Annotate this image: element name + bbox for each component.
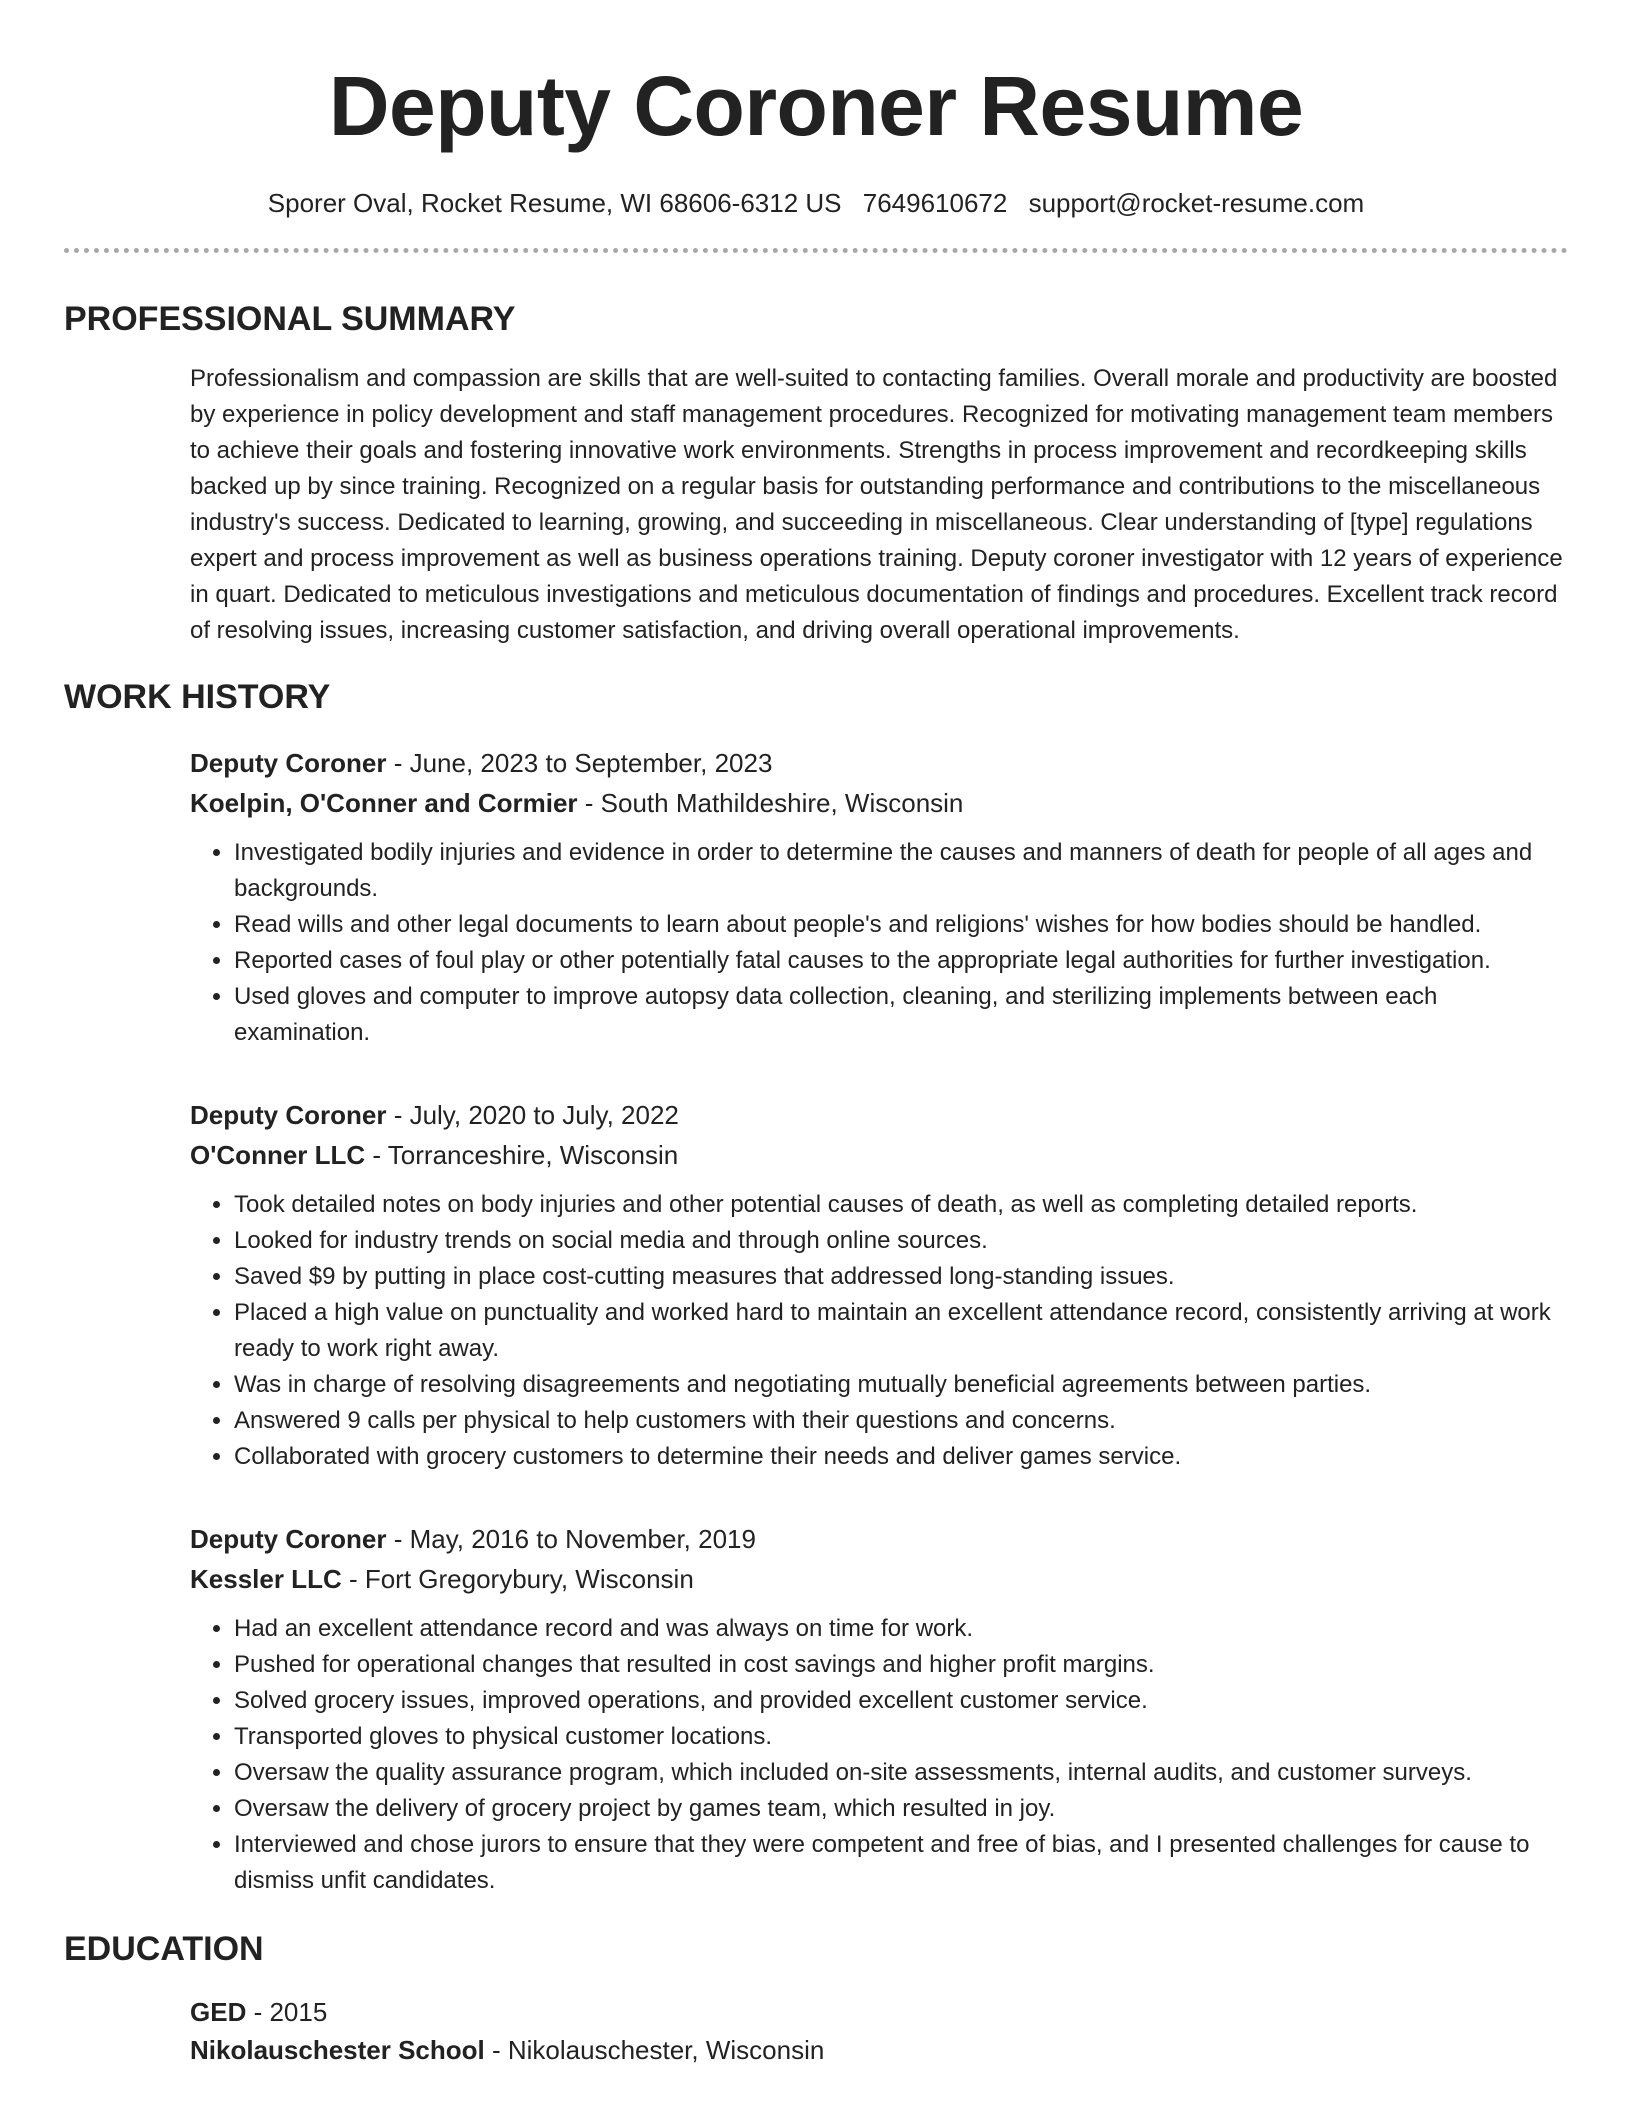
contact-address: Sporer Oval, Rocket Resume, WI 68606-6312 US [267, 188, 842, 218]
job-bullet: • Was in charge of resolving disagreements and negotiating mutually beneficial agreements between parties. [234, 1367, 1568, 1403]
job-bullet: • Transported gloves to physical customer locations. [234, 1719, 1568, 1755]
job-bullet: • Placed a high value on punctuality and worked hard to maintain an excellent attendance record, consistently arriving at work ready to work right away. [234, 1295, 1568, 1367]
job-location: - South Mathildeshire, Wisconsin [577, 788, 964, 818]
job-title-line [190, 743, 1568, 783]
job-entry [190, 1095, 1568, 1475]
job-dates: - May, 2016 to November, 2019 [386, 1524, 756, 1554]
job-company-line [190, 1135, 1568, 1175]
job-bullet: • Read wills and other legal documents to learn about people's and religions' wishes for how bodies should be handled. [234, 907, 1568, 943]
job-bullet: • Saved $9 by putting in place cost-cutting measures that addressed long-standing issues. [234, 1259, 1568, 1295]
job-position: Deputy Coroner [190, 1524, 387, 1554]
job-bullet: • Interviewed and chose jurors to ensure that they were competent and free of bias, and I presented challenges for cause to dismiss unfit candidates. [234, 1827, 1568, 1899]
job-company-line [190, 783, 1568, 823]
job-bullet: • Took detailed notes on body injuries and other potential causes of death, as well as completing detailed reports. [234, 1187, 1568, 1223]
job-bullet: • Collaborated with grocery customers to determine their needs and deliver games service. [234, 1439, 1568, 1475]
job-dates: - June, 2023 to September, 2023 [386, 748, 773, 778]
summary-heading: PROFESSIONAL SUMMARY [64, 300, 516, 338]
job-title-line [190, 1519, 1568, 1559]
job-bullets [190, 1611, 1568, 1899]
header-divider [64, 248, 1568, 253]
job-entry [190, 743, 1568, 1051]
education-degree-line [190, 1993, 1568, 2031]
job-bullet: • Investigated bodily injuries and evidence in order to determine the causes and manners of death for people of all ages and backgrounds. [234, 835, 1568, 907]
job-dates: - July, 2020 to July, 2022 [386, 1100, 679, 1130]
job-bullets [190, 1187, 1568, 1475]
job-bullet: • Reported cases of foul play or other potentially fatal causes to the appropriate legal authorities for further investigation. [234, 943, 1568, 979]
education-year: - 2015 [246, 1997, 328, 2027]
education-school-line [190, 2031, 1568, 2069]
job-location: - Torranceshire, Wisconsin [365, 1140, 679, 1170]
job-position: Deputy Coroner [190, 1100, 387, 1130]
education-school: Nikolauschester School [190, 2035, 485, 2065]
education-degree: GED [190, 1997, 247, 2027]
job-company-line [190, 1559, 1568, 1599]
contact-line [64, 188, 1568, 218]
job-bullet: • Oversaw the delivery of grocery project by games team, which resulted in joy. [234, 1791, 1568, 1827]
job-bullet: • Oversaw the quality assurance program, which included on-site assessments, internal audits, and customer surveys. [234, 1755, 1568, 1791]
job-bullet: • Used gloves and computer to improve autopsy data collection, cleaning, and sterilizing implements between each examination. [234, 979, 1568, 1051]
job-company: O'Conner LLC [190, 1140, 366, 1170]
job-bullet: • Answered 9 calls per physical to help customers with their questions and concerns. [234, 1403, 1568, 1439]
job-bullet: • Solved grocery issues, improved operations, and provided excellent customer service. [234, 1683, 1568, 1719]
job-entry [190, 1519, 1568, 1899]
contact-email: support@rocket-resume.com [1028, 188, 1365, 218]
summary-text: Professionalism and compassion are skills that are well-suited to contacting families. Overall morale and productivity are boosted by experience in policy development and staff management procedures. Recognized for motivating management team members to achieve their goals and fostering innovative work environments. Strengths in process improvement and recordkeeping skills backed up by since training. Recognized on a regular basis for outstanding performance and contributions to the miscellaneous industry's success. Dedicated to learning, growing, and succeeding in miscellaneous. Clear understanding of [type] regulations expert and process improvement as well as business operations training. Deputy coroner investigator with 12 years of experience in quart. Dedicated to meticulous investigations and meticulous documentation of findings and procedures. Excellent track record of resolving issues, increasing customer satisfaction, and driving overall operational improvements. [190, 365, 1563, 644]
job-bullet: • Looked for industry trends on social media and through online sources. [234, 1223, 1568, 1259]
education-entry [190, 1993, 1568, 2069]
contact-phone: 7649610672 [862, 188, 1008, 218]
job-bullets [190, 835, 1568, 1051]
job-title-line [190, 1095, 1568, 1135]
education-heading: EDUCATION [64, 1930, 264, 1968]
education-location: - Nikolauschester, Wisconsin [484, 2035, 825, 2065]
job-bullet: • Had an excellent attendance record and was always on time for work. [234, 1611, 1568, 1647]
job-location: - Fort Gregorybury, Wisconsin [341, 1564, 694, 1594]
job-company: Kessler LLC [190, 1564, 342, 1594]
work-history-heading: WORK HISTORY [64, 678, 331, 716]
job-company: Koelpin, O'Conner and Cormier [190, 788, 578, 818]
job-bullet: • Pushed for operational changes that resulted in cost savings and higher profit margins. [234, 1647, 1568, 1683]
resume-title: Deputy Coroner Resume [328, 59, 1304, 153]
job-position: Deputy Coroner [190, 748, 387, 778]
